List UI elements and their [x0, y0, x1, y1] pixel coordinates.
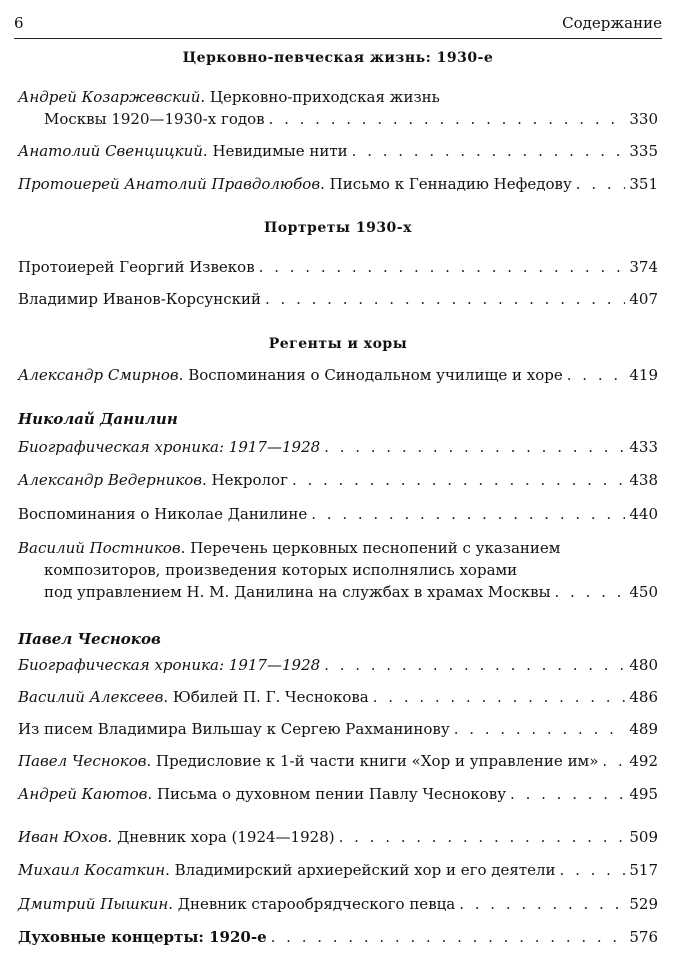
- entry-title: Биографическая хроника: 1917—1928: [18, 656, 321, 674]
- entry-author: Павел Чесноков: [18, 752, 147, 770]
- entry-page: 495: [629, 785, 658, 803]
- entry-page: 480: [629, 656, 658, 674]
- entry-page: 489: [629, 720, 658, 738]
- entry-title: Перечень церковных песнопений с указанием: [190, 539, 561, 557]
- entry-title-cont: Москвы 1920—1930-х годов: [44, 110, 265, 128]
- entry-author: Анатолий Свенцицкий: [18, 142, 203, 160]
- page-header: [14, 14, 662, 34]
- toc-entry[interactable]: Иван Юхов. Дневник хора (1924—1928) . . . 509: [18, 826, 658, 848]
- toc-entry[interactable]: Андрей Каютов. Письма о духовном пении Павлу Чеснокову . . . 495: [18, 783, 658, 805]
- toc-entry[interactable]: [18, 256, 658, 278]
- entry-author: Дмитрий Пышкин: [18, 895, 169, 913]
- entry-title-cont: композиторов, произведения которых исполнялись хорами: [44, 561, 518, 579]
- entry-page: 351: [629, 175, 658, 193]
- header-rule: [14, 38, 662, 39]
- toc-entry[interactable]: [18, 654, 658, 676]
- entry-author: Андрей Каютов: [18, 785, 148, 803]
- leader-dots: [269, 108, 626, 130]
- entry-title: Некролог: [211, 471, 288, 489]
- entry-title: Дневник старообрядческого певца: [177, 895, 456, 913]
- entry-page: 576: [629, 928, 658, 946]
- entry-author: Александр Ведерников: [18, 471, 202, 489]
- entry-author: Андрей Козаржевский: [18, 88, 201, 106]
- leader-dots: [265, 288, 625, 310]
- toc-entry[interactable]: Василий Постников. Перечень церковных песнопений с указанием композиторов, произведения которых исполнялись хорами под управлением Н. М. Данилина на службах в храмах Москвы . . . 450: [18, 537, 658, 603]
- leader-dots: [324, 436, 625, 458]
- leader-dots: [311, 503, 625, 525]
- toc-entry[interactable]: Василий Алексеев. Юбилей П. Г. Чеснокова . . . 486: [18, 686, 658, 708]
- entry-title: Предисловие к 1-й части книги «Хор и управление им»: [156, 752, 599, 770]
- toc-entry[interactable]: [18, 718, 658, 740]
- leader-dots: [271, 926, 626, 948]
- toc-entry[interactable]: Александр Ведерников. Некролог . . . 438: [18, 469, 658, 491]
- leader-dots: [560, 859, 626, 881]
- entry-page: 419: [629, 366, 658, 384]
- toc-entry[interactable]: [18, 503, 658, 525]
- entry-title-cont: под управлением Н. М. Данилина на службах в храмах Москвы: [44, 583, 551, 601]
- entry-title: Владимирский архиерейский хор и его деятели: [174, 861, 556, 879]
- leader-dots: [555, 581, 626, 603]
- entry-author: Михаил Косаткин: [18, 861, 166, 879]
- entry-author: Александр Смирнов: [18, 366, 179, 384]
- toc-entry[interactable]: [18, 926, 658, 948]
- entry-page: 438: [629, 471, 658, 489]
- entry-page: 450: [629, 583, 658, 601]
- entry-title: Воспоминания о Николае Данилине: [18, 505, 308, 523]
- entry-title: Протоиерей Георгий Извеков: [18, 258, 255, 276]
- entry-page: 440: [629, 505, 658, 523]
- subsection-heading: Павел Чесноков: [18, 630, 161, 648]
- entry-page: 517: [629, 861, 658, 879]
- entry-title: Владимир Иванов-Корсунский: [18, 290, 262, 308]
- entry-title: Письма о духовном пении Павлу Чеснокову: [156, 785, 507, 803]
- entry-page: 509: [629, 828, 658, 846]
- toc-entry[interactable]: [18, 436, 658, 458]
- entry-author: Василий Постников: [18, 539, 181, 557]
- leader-dots: [576, 173, 626, 195]
- entry-page: 529: [629, 895, 658, 913]
- entry-page: 335: [629, 142, 658, 160]
- entry-title: Из писем Владимира Вильшау к Сергею Рахманинову: [18, 720, 450, 738]
- entry-page: 492: [629, 752, 658, 770]
- section-heading: Церковно-певческая жизнь: 1930-е: [182, 50, 494, 66]
- section-heading: Портреты 1930-х: [264, 220, 412, 236]
- subsection-heading: Николай Данилин: [18, 410, 178, 428]
- leader-dots: [510, 783, 625, 805]
- leader-dots: [292, 469, 625, 491]
- entry-title: Воспоминания о Синодальном училище и хоре: [188, 366, 563, 384]
- toc-entry[interactable]: Михаил Косаткин. Владимирский архиерейский хор и его деятели . . . 517: [18, 859, 658, 881]
- leader-dots: [373, 686, 626, 708]
- running-title: Содержание: [562, 14, 662, 32]
- entry-page: 407: [629, 290, 658, 308]
- leader-dots: [454, 718, 626, 740]
- leader-dots: [259, 256, 626, 278]
- entry-title: Невидимые нити: [212, 142, 348, 160]
- entry-title: Дневник хора (1924—1928): [117, 828, 335, 846]
- section-heading: Регенты и хоры: [268, 336, 408, 352]
- leader-dots: [602, 750, 625, 772]
- toc-entry[interactable]: Андрей Козаржевский. Церковно-приходская жизнь Москвы 1920—1930-х годов . . . 330: [18, 86, 658, 130]
- toc-entry[interactable]: Александр Смирнов. Воспоминания о Синодальном училище и хоре . . . 419: [18, 364, 658, 386]
- entry-title: Письмо к Геннадию Нефедову: [329, 175, 572, 193]
- entry-author: Иван Юхов: [18, 828, 108, 846]
- entry-page: 374: [629, 258, 658, 276]
- toc-entry[interactable]: Дмитрий Пышкин. Дневник старообрядческого певца . . . 529: [18, 893, 658, 915]
- toc-entry[interactable]: Павел Чесноков. Предисловие к 1-й части книги «Хор и управление им» . . . 492: [18, 750, 658, 772]
- entry-page: 486: [629, 688, 658, 706]
- entry-title: Духовные концерты: 1920-е: [18, 928, 267, 946]
- entry-title: Биографическая хроника: 1917—1928: [18, 438, 321, 456]
- leader-dots: [324, 654, 625, 676]
- leader-dots: [459, 893, 625, 915]
- leader-dots: [567, 364, 626, 386]
- toc-entry[interactable]: Протоиерей Анатолий Правдолюбов. Письмо к Геннадию Нефедову . . . 351: [18, 173, 658, 195]
- entry-author: Василий Алексеев: [18, 688, 164, 706]
- entry-page: 330: [629, 110, 658, 128]
- toc-entry[interactable]: Анатолий Свенцицкий. Невидимые нити . . . 335: [18, 140, 658, 162]
- leader-dots: [339, 826, 626, 848]
- page-number: 6: [14, 14, 24, 32]
- leader-dots: [352, 140, 626, 162]
- toc-entry[interactable]: [18, 288, 658, 310]
- entry-page: 433: [629, 438, 658, 456]
- entry-title: Церковно-приходская жизнь: [209, 88, 440, 106]
- entry-author: Протоиерей Анатолий Правдолюбов: [18, 175, 321, 193]
- entry-title: Юбилей П. Г. Чеснокова: [172, 688, 369, 706]
